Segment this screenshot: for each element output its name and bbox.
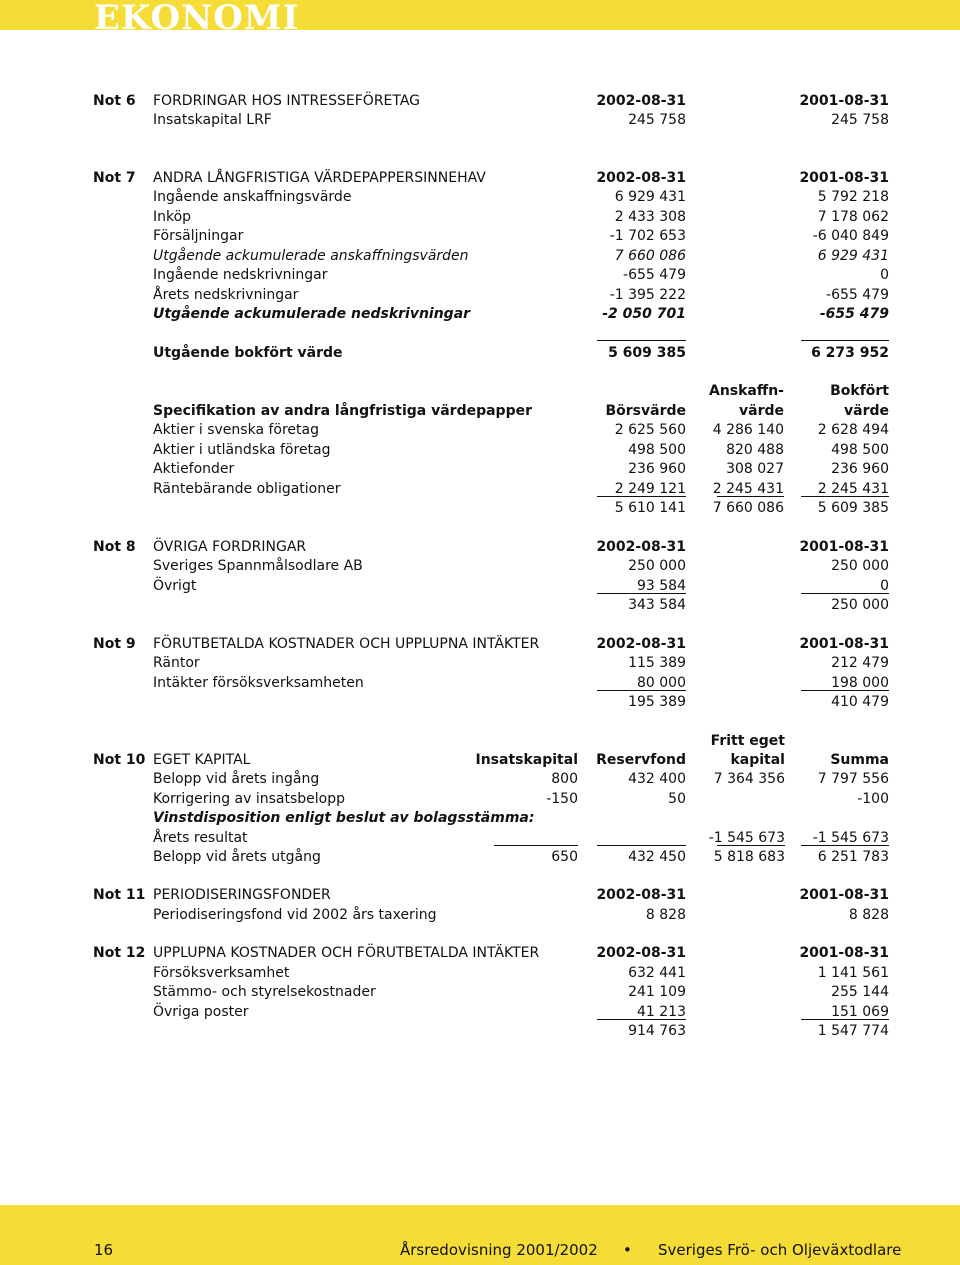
row-value-2002: 241 109 — [628, 984, 686, 1000]
row-value-2002: -2 050 701 — [602, 306, 686, 322]
underline-rule — [597, 496, 686, 497]
footer-organization: Sveriges Frö- och Oljeväxtodlare — [658, 1241, 902, 1259]
footer-bar — [0, 1205, 960, 1265]
header-bar — [0, 0, 960, 30]
row-value-2001: 250 000 — [831, 558, 889, 574]
row-label: Räntor — [153, 655, 200, 671]
column-header-2001: 2001-08-31 — [799, 887, 889, 903]
note-label: Not 8 — [93, 539, 136, 555]
equity-disposition-heading: Vinstdisposition enligt beslut av bolagsstämma: — [153, 810, 535, 826]
total-value-2002: 343 584 — [628, 597, 686, 613]
row-label: Stämmo- och styrelsekostnader — [153, 984, 376, 1000]
equity-header-reservfond: Reservfond — [596, 752, 686, 768]
row-value-2002: 7 660 086 — [614, 248, 686, 264]
row-value-2001: 0 — [880, 578, 889, 594]
row-value-2001: 212 479 — [831, 655, 889, 671]
row-label: Sveriges Spannmålsodlare AB — [153, 558, 363, 574]
underline-rule — [801, 593, 889, 594]
equity-value-insatskapital: -150 — [546, 791, 578, 807]
row-value-2001: -6 040 849 — [812, 228, 889, 244]
note-label: Not 9 — [93, 636, 136, 652]
row-value-2002: -1 702 653 — [609, 228, 686, 244]
row-label: Årets nedskrivningar — [153, 287, 299, 303]
underline-rule — [597, 845, 686, 846]
spec-row-label: Räntebärande obligationer — [153, 481, 341, 497]
spec-title: Specifikation av andra långfristiga värdepapper — [153, 403, 532, 419]
row-value-2002: 2 433 308 — [614, 209, 686, 225]
equity-closing-summa: 6 251 783 — [817, 849, 889, 865]
row-value-2002: 6 929 431 — [614, 189, 686, 205]
note-label: Not 12 — [93, 945, 146, 961]
row-value-2002: 250 000 — [628, 558, 686, 574]
spec-total-borsvarde: 5 610 141 — [614, 500, 686, 516]
row-value-2001: 0 — [880, 267, 889, 283]
note-title: PERIODISERINGSFONDER — [153, 887, 331, 903]
row-value-2001: 6 929 431 — [817, 248, 889, 264]
section-title: EKONOMI — [94, 0, 300, 30]
equity-closing-insatskapital: 650 — [551, 849, 578, 865]
row-value-2001: 5 792 218 — [817, 189, 889, 205]
spec-value-bokfort: 2 628 494 — [817, 422, 889, 438]
row-value-2001: 245 758 — [831, 112, 889, 128]
equity-value-fritt-kapital: 7 364 356 — [713, 771, 785, 787]
underline-rule — [801, 1019, 889, 1020]
spec-value-anskaffn: 2 245 431 — [712, 481, 784, 497]
row-value-2001: 8 828 — [848, 907, 889, 923]
total-value-2002: 195 389 — [628, 694, 686, 710]
underline-rule — [717, 496, 784, 497]
row-label: Försöksverksamhet — [153, 965, 290, 981]
underline-rule — [801, 690, 889, 691]
spec-row-label: Aktier i svenska företag — [153, 422, 319, 438]
spec-value-bokfort: 236 960 — [831, 461, 889, 477]
note-title: FÖRUTBETALDA KOSTNADER OCH UPPLUPNA INTÄKTER — [153, 636, 540, 652]
equity-header-summa: Summa — [830, 752, 889, 768]
underline-rule — [801, 340, 889, 341]
spec-value-borsvarde: 498 500 — [628, 442, 686, 458]
row-value-2002: -655 479 — [623, 267, 686, 283]
note-title: EGET KAPITAL — [153, 752, 251, 768]
underline-rule — [717, 845, 785, 846]
equity-value-summa: -100 — [857, 791, 889, 807]
equity-header-fritt-kapital: kapital — [730, 752, 785, 768]
row-value-2002: 115 389 — [628, 655, 686, 671]
row-label: Periodiseringsfond vid 2002 års taxering — [153, 907, 437, 923]
row-value-2002: -1 395 222 — [609, 287, 686, 303]
footer-bullet: • — [623, 1241, 632, 1259]
spec-value-anskaffn: 308 027 — [726, 461, 784, 477]
column-header-2001: 2001-08-31 — [799, 945, 889, 961]
row-label: Övrigt — [153, 578, 197, 594]
spec-header-top-anskaffn: Anskaffn- — [708, 383, 784, 399]
column-header-2002: 2002-08-31 — [596, 539, 686, 555]
total-value-2002: 5 609 385 — [608, 345, 686, 361]
equity-closing-fritt-kapital: 5 818 683 — [713, 849, 785, 865]
spec-value-anskaffn: 820 488 — [726, 442, 784, 458]
spec-value-bokfort: 498 500 — [831, 442, 889, 458]
row-value-2002: 8 828 — [645, 907, 686, 923]
row-label: Utgående ackumulerade nedskrivningar — [153, 306, 471, 322]
row-value-2002: 80 000 — [637, 675, 686, 691]
row-label: Försäljningar — [153, 228, 244, 244]
equity-header-insatskapital: Insatskapital — [475, 752, 578, 768]
equity-closing-label: Belopp vid årets utgång — [153, 849, 321, 865]
total-value-2001: 410 479 — [831, 694, 889, 710]
row-value-2001: -655 479 — [826, 287, 889, 303]
row-value-2002: 245 758 — [628, 112, 686, 128]
total-value-2002: 914 763 — [628, 1023, 686, 1039]
equity-value-reservfond: 432 400 — [628, 771, 686, 787]
spec-header-borsvarde: Börsvärde — [605, 403, 686, 419]
underline-rule — [597, 690, 686, 691]
note-title: FORDRINGAR HOS INTRESSEFÖRETAG — [153, 93, 421, 109]
row-label: Inköp — [153, 209, 192, 225]
row-value-2001: -655 479 — [819, 306, 889, 322]
row-label: Övriga poster — [153, 1004, 249, 1020]
row-label: Insatskapital LRF — [153, 112, 272, 128]
column-header-2002: 2002-08-31 — [596, 887, 686, 903]
row-value-2001: 198 000 — [831, 675, 889, 691]
underline-rule — [494, 845, 578, 846]
column-header-2002: 2002-08-31 — [596, 93, 686, 109]
row-value-2002: 41 213 — [637, 1004, 686, 1020]
row-value-2001: 151 069 — [831, 1004, 889, 1020]
equity-closing-reservfond: 432 450 — [628, 849, 686, 865]
spec-value-borsvarde: 2 625 560 — [614, 422, 686, 438]
equity-value-summa: 7 797 556 — [817, 771, 889, 787]
equity-value-reservfond: 50 — [668, 791, 686, 807]
note-title: ÖVRIGA FORDRINGAR — [153, 539, 307, 555]
spec-value-borsvarde: 2 249 121 — [614, 481, 686, 497]
note-title: UPPLUPNA KOSTNADER OCH FÖRUTBETALDA INTÄKTER — [153, 945, 540, 961]
underline-rule — [597, 1019, 686, 1020]
note-label: Not 11 — [93, 887, 146, 903]
row-label: Utgående ackumulerade anskaffningsvärden — [153, 248, 469, 264]
spec-header-top-bokfort: Bokfört — [830, 383, 889, 399]
spec-row-label: Aktier i utländska företag — [153, 442, 331, 458]
equity-header-top-fritt: Fritt eget — [710, 733, 785, 749]
total-value-2001: 6 273 952 — [811, 345, 889, 361]
row-value-2002: 632 441 — [628, 965, 686, 981]
footer-report-title: Årsredovisning 2001/2002 — [400, 1241, 598, 1259]
underline-rule — [801, 845, 889, 846]
row-value-2001: 7 178 062 — [817, 209, 889, 225]
spec-row-label: Aktiefonder — [153, 461, 235, 477]
note-label: Not 7 — [93, 170, 136, 186]
equity-result-summa: -1 545 673 — [812, 830, 889, 846]
column-header-2002: 2002-08-31 — [596, 636, 686, 652]
row-value-2001: 255 144 — [831, 984, 889, 1000]
underline-rule — [597, 593, 686, 594]
spec-value-borsvarde: 236 960 — [628, 461, 686, 477]
spec-value-anskaffn: 4 286 140 — [712, 422, 784, 438]
row-label: Ingående anskaffningsvärde — [153, 189, 352, 205]
note-title: ANDRA LÅNGFRISTIGA VÄRDEPAPPERSINNEHAV — [153, 170, 486, 186]
column-header-2002: 2002-08-31 — [596, 945, 686, 961]
equity-row-label: Korrigering av insatsbelopp — [153, 791, 346, 807]
page-number: 16 — [94, 1241, 114, 1259]
equity-row-label: Belopp vid årets ingång — [153, 771, 320, 787]
underline-rule — [597, 340, 686, 341]
total-value-2001: 1 547 774 — [817, 1023, 889, 1039]
equity-result-fritt-kapital: -1 545 673 — [708, 830, 785, 846]
underline-rule — [801, 496, 889, 497]
column-header-2001: 2001-08-31 — [799, 170, 889, 186]
equity-value-insatskapital: 800 — [551, 771, 578, 787]
row-label: Ingående nedskrivningar — [153, 267, 328, 283]
spec-total-anskaffn: 7 660 086 — [712, 500, 784, 516]
total-label: Utgående bokfört värde — [153, 345, 343, 361]
spec-total-bokfort: 5 609 385 — [817, 500, 889, 516]
spec-header-bokfort-varde: värde — [844, 403, 889, 419]
column-header-2001: 2001-08-31 — [799, 93, 889, 109]
column-header-2001: 2001-08-31 — [799, 636, 889, 652]
column-header-2002: 2002-08-31 — [596, 170, 686, 186]
column-header-2001: 2001-08-31 — [799, 539, 889, 555]
equity-result-label: Årets resultat — [153, 830, 248, 846]
row-label: Intäkter försöksverksamheten — [153, 675, 364, 691]
row-value-2001: 1 141 561 — [817, 965, 889, 981]
note-label: Not 10 — [93, 752, 146, 768]
spec-header-anskaffn-varde: värde — [739, 403, 784, 419]
note-label: Not 6 — [93, 93, 136, 109]
row-value-2002: 93 584 — [637, 578, 686, 594]
spec-value-bokfort: 2 245 431 — [817, 481, 889, 497]
total-value-2001: 250 000 — [831, 597, 889, 613]
